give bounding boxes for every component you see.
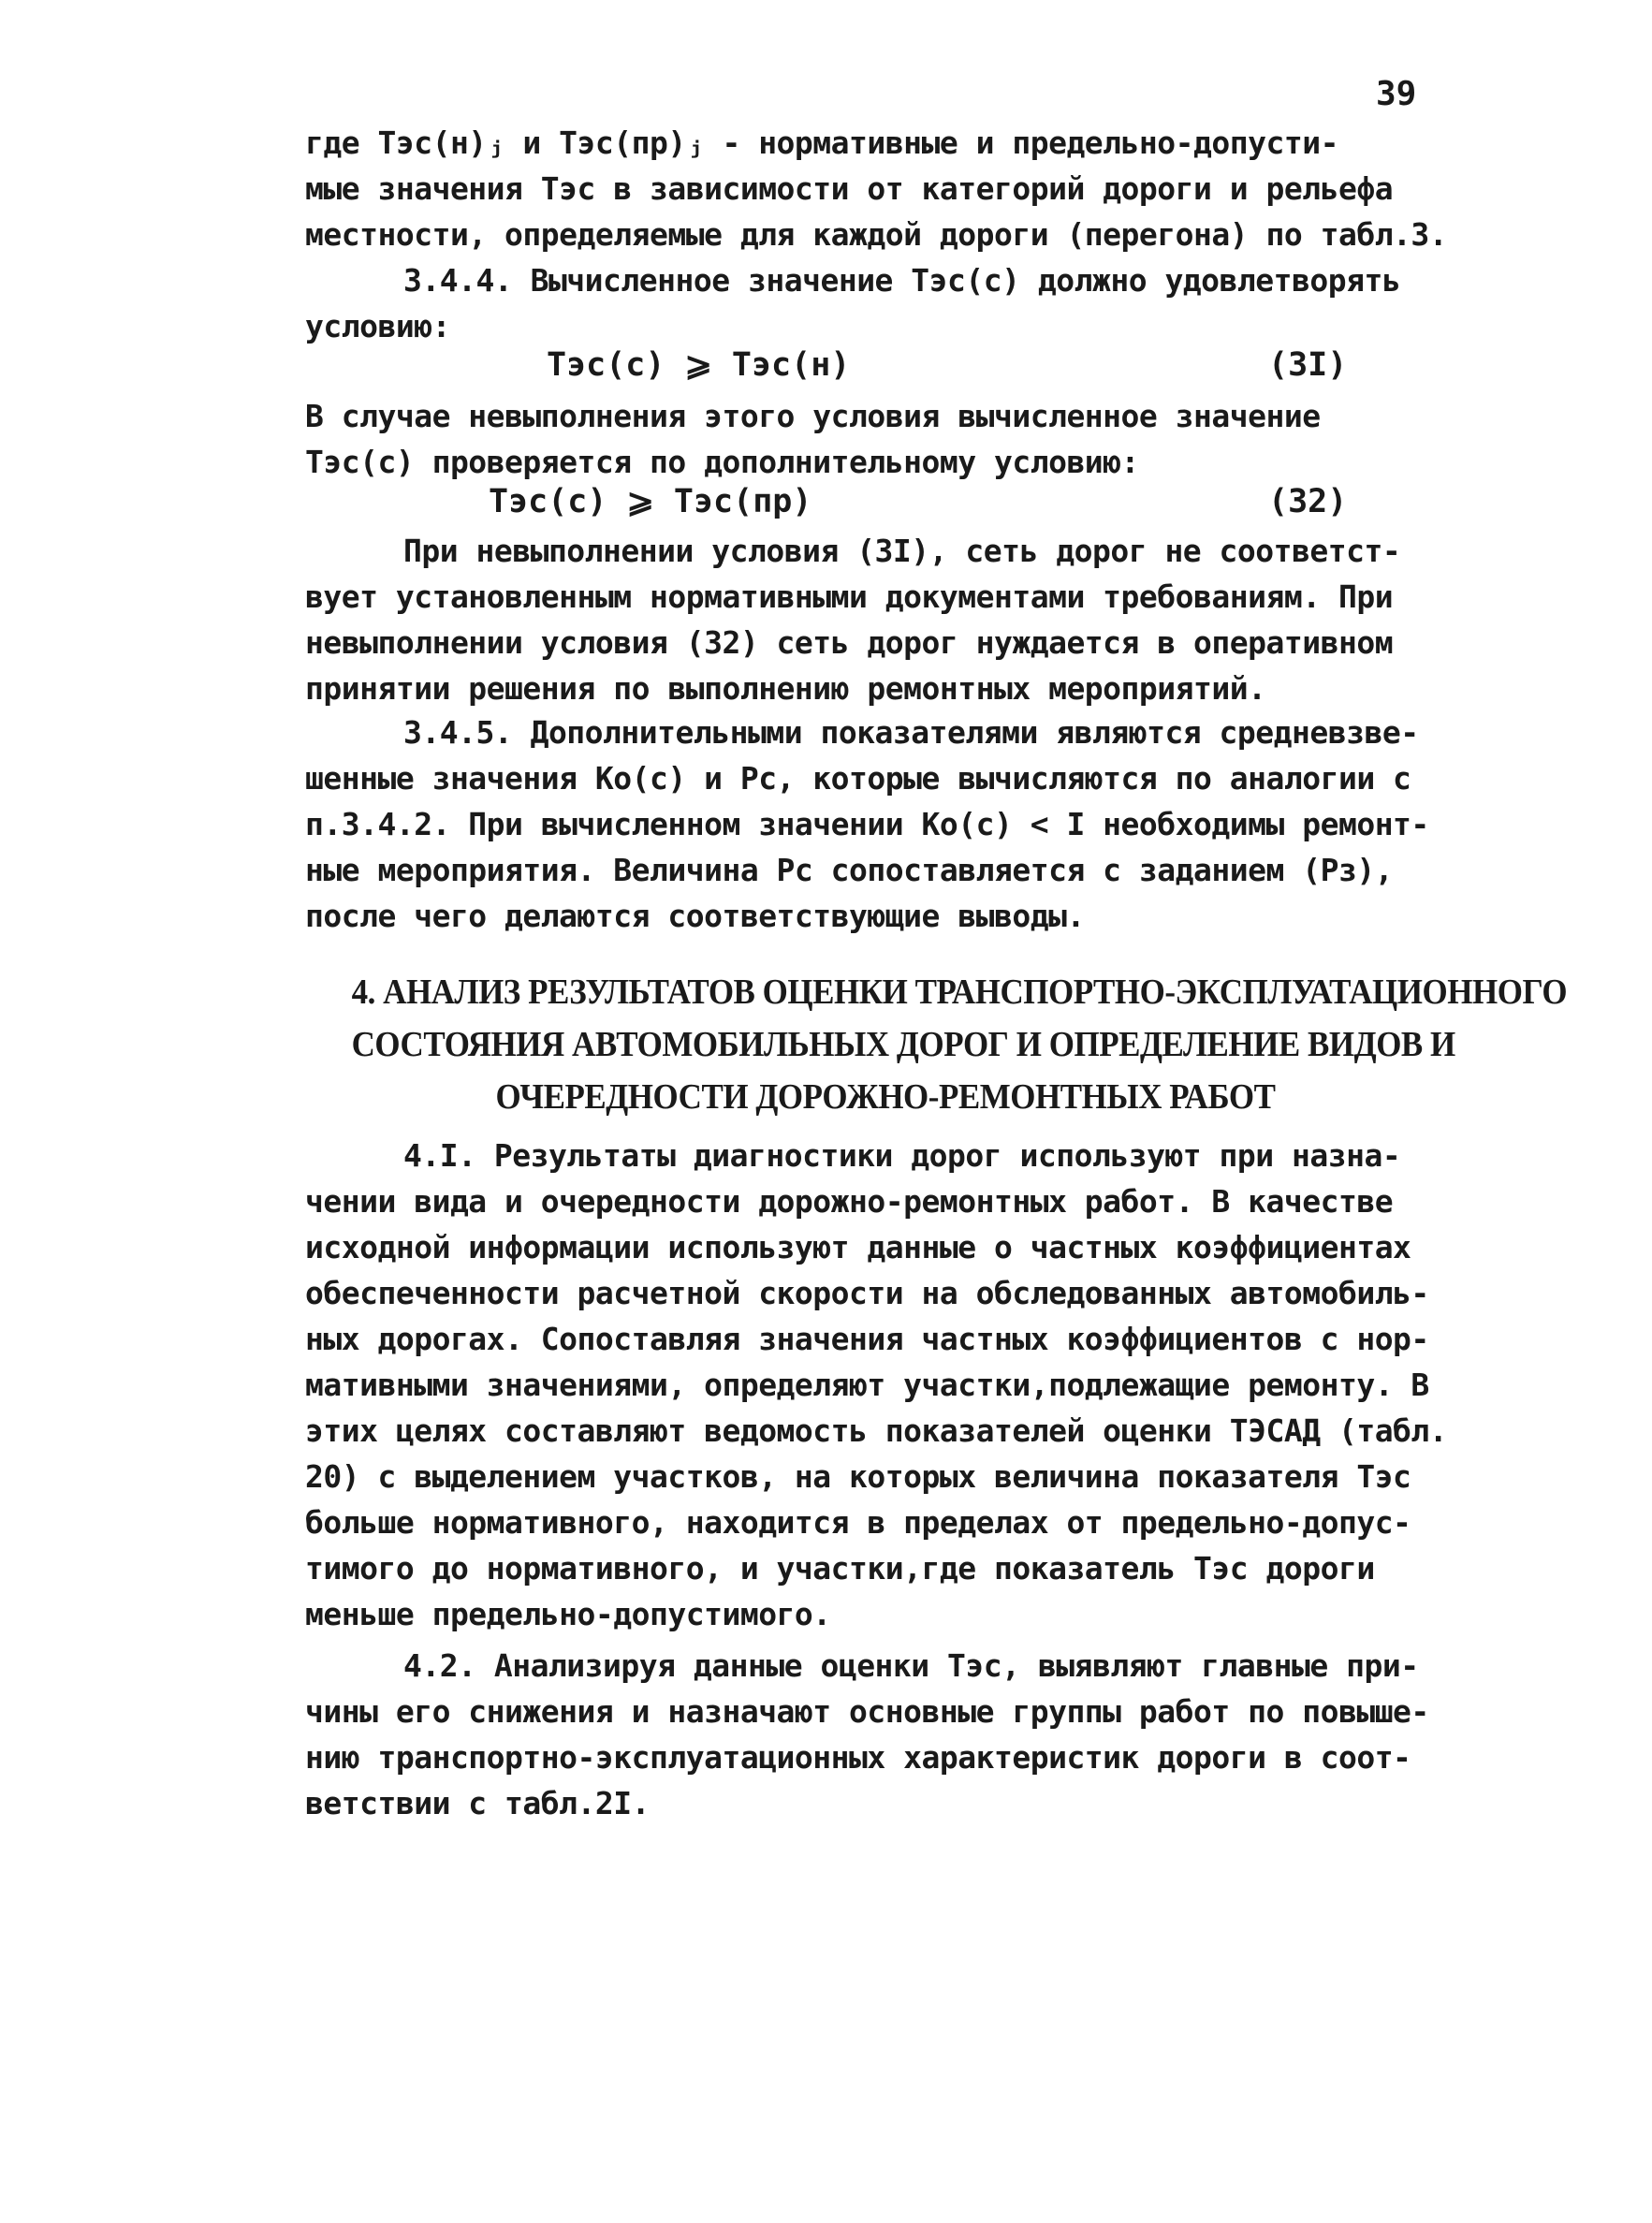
- formula-31: Тэс(с) ⩾ Тэс(н): [547, 346, 851, 384]
- formula-32: Тэс(с) ⩾ Тэс(пр): [489, 483, 812, 520]
- text-line: этих целях составляют ведомость показателей оценки ТЭСАД (табл.: [305, 1412, 1448, 1449]
- text-line: вует установленным нормативными документами требованиям. При: [305, 578, 1394, 615]
- text-line: условию:: [305, 308, 450, 344]
- paragraph-3-4-5: [305, 709, 1466, 939]
- text-line: тимого до нормативного, и участки,где показатель Тэс дороги: [305, 1550, 1375, 1587]
- text-line: принятии решения по выполнению ремонтных мероприятий.: [305, 670, 1266, 707]
- text-line: 4.2. Анализируя данные оценки Тэс, выявляют главные при-: [403, 1647, 1419, 1684]
- text-line: 4.I. Результаты диагностики дорог используют при назна-: [403, 1137, 1401, 1174]
- text-line: нию транспортно-эксплуатационных характеристик дороги в соот-: [305, 1739, 1411, 1776]
- text-line: В случае невыполнения этого условия вычисленное значение: [305, 398, 1321, 434]
- text-line: обеспеченности расчетной скорости на обследованных автомобиль-: [305, 1275, 1429, 1311]
- paragraph-fail: [305, 528, 1466, 711]
- text-line: больше нормативного, находится в пределах от предельно-допус-: [305, 1504, 1411, 1541]
- paragraph-3-4-4: [305, 257, 1466, 349]
- text-line: п.3.4.2. При вычисленном значении Ко(с) < I необходимы ремонт-: [305, 806, 1429, 842]
- page-number: 39: [1376, 75, 1417, 113]
- paragraph-4-1: [305, 1133, 1466, 1637]
- text-line: исходной информации используют данные о частных коэффициентах: [305, 1229, 1411, 1265]
- text-line: ных дорогах. Сопоставляя значения частных коэффициентов с нор-: [305, 1321, 1429, 1357]
- paragraph-case: [305, 393, 1466, 485]
- heading-line: ОЧЕРЕДНОСТИ ДОРОЖНО-РЕМОНТНЫХ РАБОТ: [495, 1077, 1276, 1117]
- formula-32-number: (32): [1268, 483, 1348, 520]
- text-line: Тэс(с) проверяется по дополнительному условию:: [305, 444, 1139, 480]
- text-line: чины его снижения и назначают основные группы работ по повыше-: [305, 1693, 1429, 1730]
- text-line: где Тэс(н)ⱼ и Тэс(пр)ⱼ - нормативные и предельно-допусти-: [305, 124, 1338, 161]
- heading-line: СОСТОЯНИЯ АВТОМОБИЛЬНЫХ ДОРОГ И ОПРЕДЕЛЕНИЕ ВИДОВ И: [351, 1025, 1455, 1064]
- text-line: 3.4.4. Вычисленное значение Тэс(с) должно удовлетворять: [403, 262, 1401, 299]
- paragraph-4-2: [305, 1643, 1466, 1826]
- text-line: после чего делаются соответствующие выводы.: [305, 898, 1085, 934]
- text-line: мативными значениями, определяют участки,подлежащие ремонту. В: [305, 1367, 1429, 1403]
- heading-line: 4. АНАЛИЗ РЕЗУЛЬТАТОВ ОЦЕНКИ ТРАНСПОРТНО-ЭКСПЛУАТАЦИОННОГО: [351, 973, 1568, 1012]
- text-line: ные мероприятия. Величина Рс сопоставляется с заданием (Рз),: [305, 852, 1394, 888]
- text-line: 20) с выделением участков, на которых величина показателя Тэс: [305, 1458, 1411, 1495]
- text-line: 3.4.5. Дополнительными показателями являются средневзве-: [403, 714, 1419, 751]
- formula-31-number: (3I): [1268, 346, 1348, 384]
- text-line: чении вида и очередности дорожно-ремонтных работ. В качестве: [305, 1183, 1394, 1220]
- section-heading: [351, 966, 1568, 1123]
- text-line: При невыполнении условия (3I), сеть дорог не соответст-: [403, 533, 1401, 569]
- text-line: ветствии с табл.2I.: [305, 1785, 650, 1821]
- text-line: мые значения Тэс в зависимости от категорий дороги и рельефа: [305, 170, 1394, 207]
- text-line: невыполнении условия (32) сеть дорог нуждается в оперативном: [305, 624, 1394, 661]
- text-line: местности, определяемые для каждой дороги (перегона) по табл.3.: [305, 216, 1448, 253]
- text-line: меньше предельно-допустимого.: [305, 1596, 831, 1632]
- text-line: шенные значения Ко(с) и Рс, которые вычисляются по аналогии с: [305, 760, 1411, 797]
- paragraph-intro: [305, 120, 1466, 257]
